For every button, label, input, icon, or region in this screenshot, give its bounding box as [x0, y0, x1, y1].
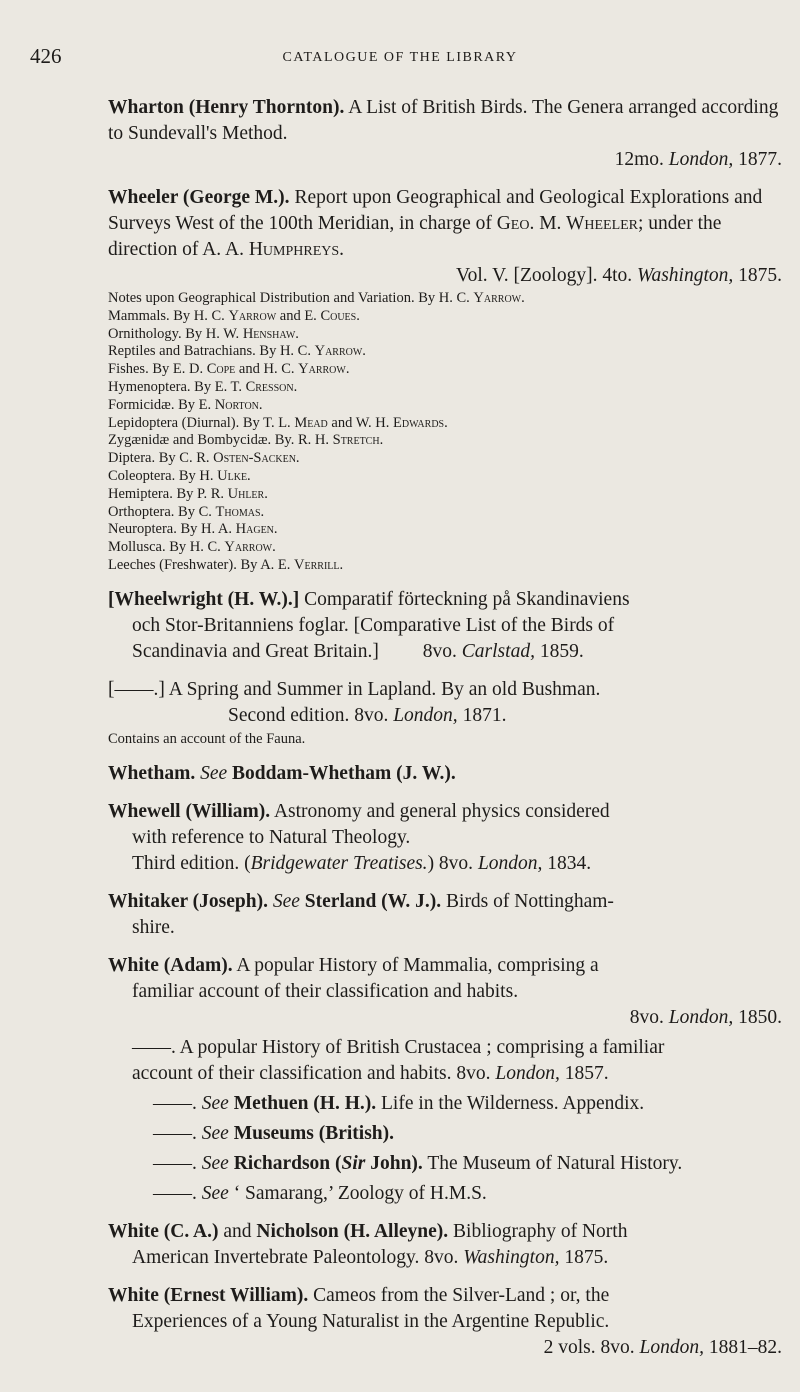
- entry-wheelwright: [Wheelwright (H. W.).] Comparatif förteckning på Skandinaviens och Stor-Britanniens foglar. [Comparative List of the Birds of Scandinavia and Great Britain.] 8vo. Carlstad, 1859.: [108, 588, 630, 662]
- sub-entry: ——. See Richardson (Sir John). The Museum of Natural History.: [153, 1152, 683, 1174]
- contents-item: Neuroptera. By H. A. Hagen.: [108, 521, 278, 538]
- contents-item: Formicidæ. By E. Norton.: [108, 396, 263, 413]
- sub-entry: ——. A popular History of British Crustacea ; comprising a familiar: [132, 1036, 665, 1058]
- entry-heading: Whetham.: [108, 762, 196, 784]
- entry-whewell: Whewell (William). Astronomy and general physics considered with reference to Natural Theology. Third edition. (Bridgewater Treatises.) 8vo. London, 1834.: [108, 800, 610, 874]
- imprint: 8vo. London, 1850.: [629, 1006, 782, 1028]
- entry-heading: Whewell (William).: [108, 800, 271, 822]
- contents-item: Lepidoptera (Diurnal). By T. L. Mead and W. H. Edwards.: [108, 414, 448, 431]
- contents-item: Diptera. By C. R. Osten-Sacken.: [108, 450, 300, 467]
- entry-heading: Wheeler (George M.).: [108, 187, 290, 208]
- contents-item: Mollusca. By H. C. Yarrow.: [108, 539, 276, 556]
- contents-list: [108, 290, 782, 575]
- entry-heading: [Wheelwright (H. W.).]: [108, 588, 300, 610]
- running-head: CATALOGUE OF THE LIBRARY: [282, 50, 518, 65]
- imprint: 2 vols. 8vo. London, 1881–82.: [543, 1336, 782, 1358]
- entry-wharton: [108, 95, 782, 173]
- contents-item: Mammals. By H. C. Yarrow and E. Coues.: [108, 307, 360, 324]
- entry-whetham: Whetham. See Boddam-Whetham (J. W.).: [108, 762, 456, 784]
- entry-heading: [——.]: [108, 678, 165, 700]
- entry-wheelwright-lapland: [——.] A Spring and Summer in Lapland. By an old Bushman. Second edition. 8vo. London, 1871. Contains an account of the Fauna.: [108, 677, 782, 749]
- entry-heading: White (Adam).: [108, 954, 233, 976]
- cross-reference: Boddam-Whetham (J. W.).: [232, 762, 456, 784]
- contents-item: Hemiptera. By P. R. Uhler.: [108, 485, 268, 502]
- page-header: [0, 44, 800, 74]
- cross-reference: Sterland (W. J.).: [304, 890, 442, 912]
- entry-note: Contains an account of the Fauna.: [108, 730, 306, 747]
- catalogue-entries: [108, 95, 782, 1373]
- contents-item: Coleoptera. By H. Ulke.: [108, 467, 251, 484]
- contents-item: Fishes. By E. D. Cope and H. C. Yarrow.: [108, 361, 350, 378]
- entry-wheeler: Wheeler (George M.). Report upon Geographical and Geological Explorations and Surveys West of the 100th Meridian, in charge of Geo. M. Wheeler; under the direction of A. A. Humphreys. Vol. V. [Zoology]. 4to. Washington, 1875. Notes upon Geographical Distribution and Variation. By H. C. Yarrow. Mammals. By H. C. Yarrow and E. Coues. Ornithology. By H. W. Henshaw. Reptiles and Batrachians. By H. C. Yarrow. Fishes. By E. D. Cope and H. C. Yarrow. Hymenoptera. By E. T. Cresson. Formicidæ. By E. Norton. Lepidoptera (Diurnal). By T. L. Mead and W. H. Edwards. Zygænidæ and Bombycidæ. By. R. H. Stretch. Diptera. By C. R. Osten-Sacken. Coleoptera. By H. Ulke. Hemiptera. By P. R. Uhler. Orthoptera. By C. Thomas. Neuroptera. By H. A. Hagen. Mollusca. By H. C. Yarrow. Leeches (Freshwater). By A. E. Verrill.: [108, 187, 782, 573]
- entry-white-ernest: White (Ernest William). Cameos from the Silver-Land ; or, the Experiences of a Young Naturalist in the Argentine Republic. 2 vols. 8vo. London, 1881–82.: [108, 1283, 782, 1361]
- entry-heading: Wharton (Henry Thornton).: [108, 97, 345, 118]
- entry-white-nicholson: White (C. A.) and Nicholson (H. Alleyne). Bibliography of North American Invertebrate Paleontology. 8vo. Washington, 1875.: [108, 1220, 628, 1268]
- entry-heading: White (Ernest William).: [108, 1284, 309, 1306]
- contents-item: Hymenoptera. By E. T. Cresson.: [108, 378, 298, 395]
- contents-item: Notes upon Geographical Distribution and Variation. By H. C. Yarrow.: [108, 290, 525, 306]
- entry-heading: White (C. A.): [108, 1220, 219, 1242]
- sub-entry: ——. See Methuen (H. H.). Life in the Wilderness. Appendix.: [153, 1092, 645, 1114]
- page-number: 426: [30, 44, 62, 68]
- contents-item: Leeches (Freshwater). By A. E. Verrill.: [108, 556, 344, 573]
- sub-entry: ——. See ‘ Samarang,’ Zoology of H.M.S.: [153, 1182, 487, 1204]
- contents-item: Orthoptera. By C. Thomas.: [108, 503, 265, 520]
- entry-whitaker: Whitaker (Joseph). See Sterland (W. J.). Birds of Nottingham- shire.: [108, 890, 614, 938]
- contents-item: Ornithology. By H. W. Henshaw.: [108, 325, 299, 342]
- entry-title: A List of British Birds. The Genera arranged according to Sundevall's Method.: [108, 97, 779, 144]
- contents-item: Reptiles and Batrachians. By H. C. Yarrow.: [108, 343, 366, 360]
- imprint: Vol. V. [Zoology]. 4to. Washington, 1875.: [456, 265, 782, 286]
- sub-entry: ——. See Museums (British).: [153, 1122, 395, 1144]
- imprint: 12mo. London, 1877.: [614, 149, 782, 170]
- entry-heading: Whitaker (Joseph).: [108, 890, 268, 912]
- entry-white-adam: White (Adam). A popular History of Mammalia, comprising a familiar account of their classification and habits. 8vo. London, 1850. ——. A popular History of British Crustacea ; comprising a familiar account of their classification and habits. 8vo. London, 1857. ——. See Methuen (H. H.). Life in the Wilderness. Appendix. ——. See Museums (British). ——. See Richardson (Sir John). The Museum of Natural History. ——. See ‘ Samarang,’ Zoology of H.M.S.: [108, 953, 782, 1207]
- contents-item: Zygænidæ and Bombycidæ. By. R. H. Stretch.: [108, 432, 384, 449]
